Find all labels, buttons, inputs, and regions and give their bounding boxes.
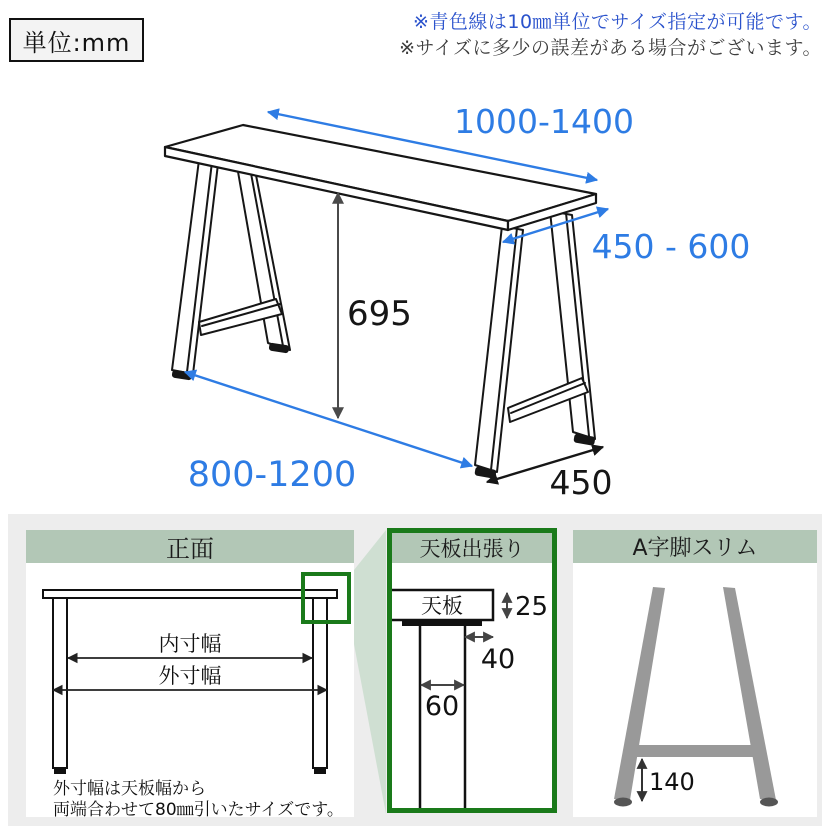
left-a-frame-leg [171, 160, 290, 381]
a-leg-crossbar [632, 745, 757, 757]
right-a-frame-leg [474, 211, 595, 479]
height-label: 695 [347, 294, 412, 334]
leg-depth-label: 450 [549, 463, 613, 502]
panel-overhang-header [392, 533, 552, 563]
front-note-line1: 外寸幅は天板幅から [53, 779, 206, 799]
panel-a-leg-title: A字脚スリム [632, 536, 758, 561]
overhang-label: 40 [480, 644, 516, 675]
front-right-foot [314, 768, 326, 774]
panel-front-view [26, 530, 354, 817]
bottom-width-arrow [185, 372, 472, 466]
note-gray-line: ※サイズに多少の誤差がある場合がございます。 [399, 37, 822, 59]
depth-label: 450 - 600 [591, 227, 751, 266]
panel-overhang [387, 528, 557, 813]
a-leg-right-bar [723, 587, 776, 800]
front-note-line2: 両端合わせて80㎜引いたサイズです。 [53, 800, 344, 817]
front-tabletop [43, 590, 337, 598]
note-blue-line: ※青色線は10㎜単位でサイズ指定が可能です。 [412, 11, 822, 33]
outer-width-label: 外寸幅 [158, 664, 222, 688]
detail-section [8, 514, 822, 826]
tabletop-label: 天板 [421, 594, 463, 618]
mount-plate [402, 620, 482, 626]
inner-width-label: 内寸幅 [158, 632, 222, 656]
unit-label: 単位:mm [22, 28, 131, 57]
panel-front-title: 正面 [166, 535, 214, 563]
top-width-label: 1000-1400 [454, 102, 634, 141]
front-left-foot [54, 768, 66, 774]
panel-overhang-title: 天板出張り [419, 537, 525, 561]
front-view-drawing [26, 563, 354, 817]
crossbar-height-label: 140 [649, 768, 695, 796]
bottom-width-label: 800-1200 [187, 455, 357, 495]
leg-width-label: 60 [424, 691, 460, 722]
panel-a-leg [573, 530, 817, 817]
panel-front-header [26, 530, 354, 563]
thickness-label: 25 [515, 592, 549, 622]
a-leg-right-foot [760, 798, 778, 807]
a-leg-left-foot [614, 798, 632, 807]
panel-a-leg-header [573, 530, 817, 563]
a-leg-drawing [573, 563, 817, 817]
front-left-leg [53, 598, 67, 768]
overhang-drawing [392, 563, 552, 808]
